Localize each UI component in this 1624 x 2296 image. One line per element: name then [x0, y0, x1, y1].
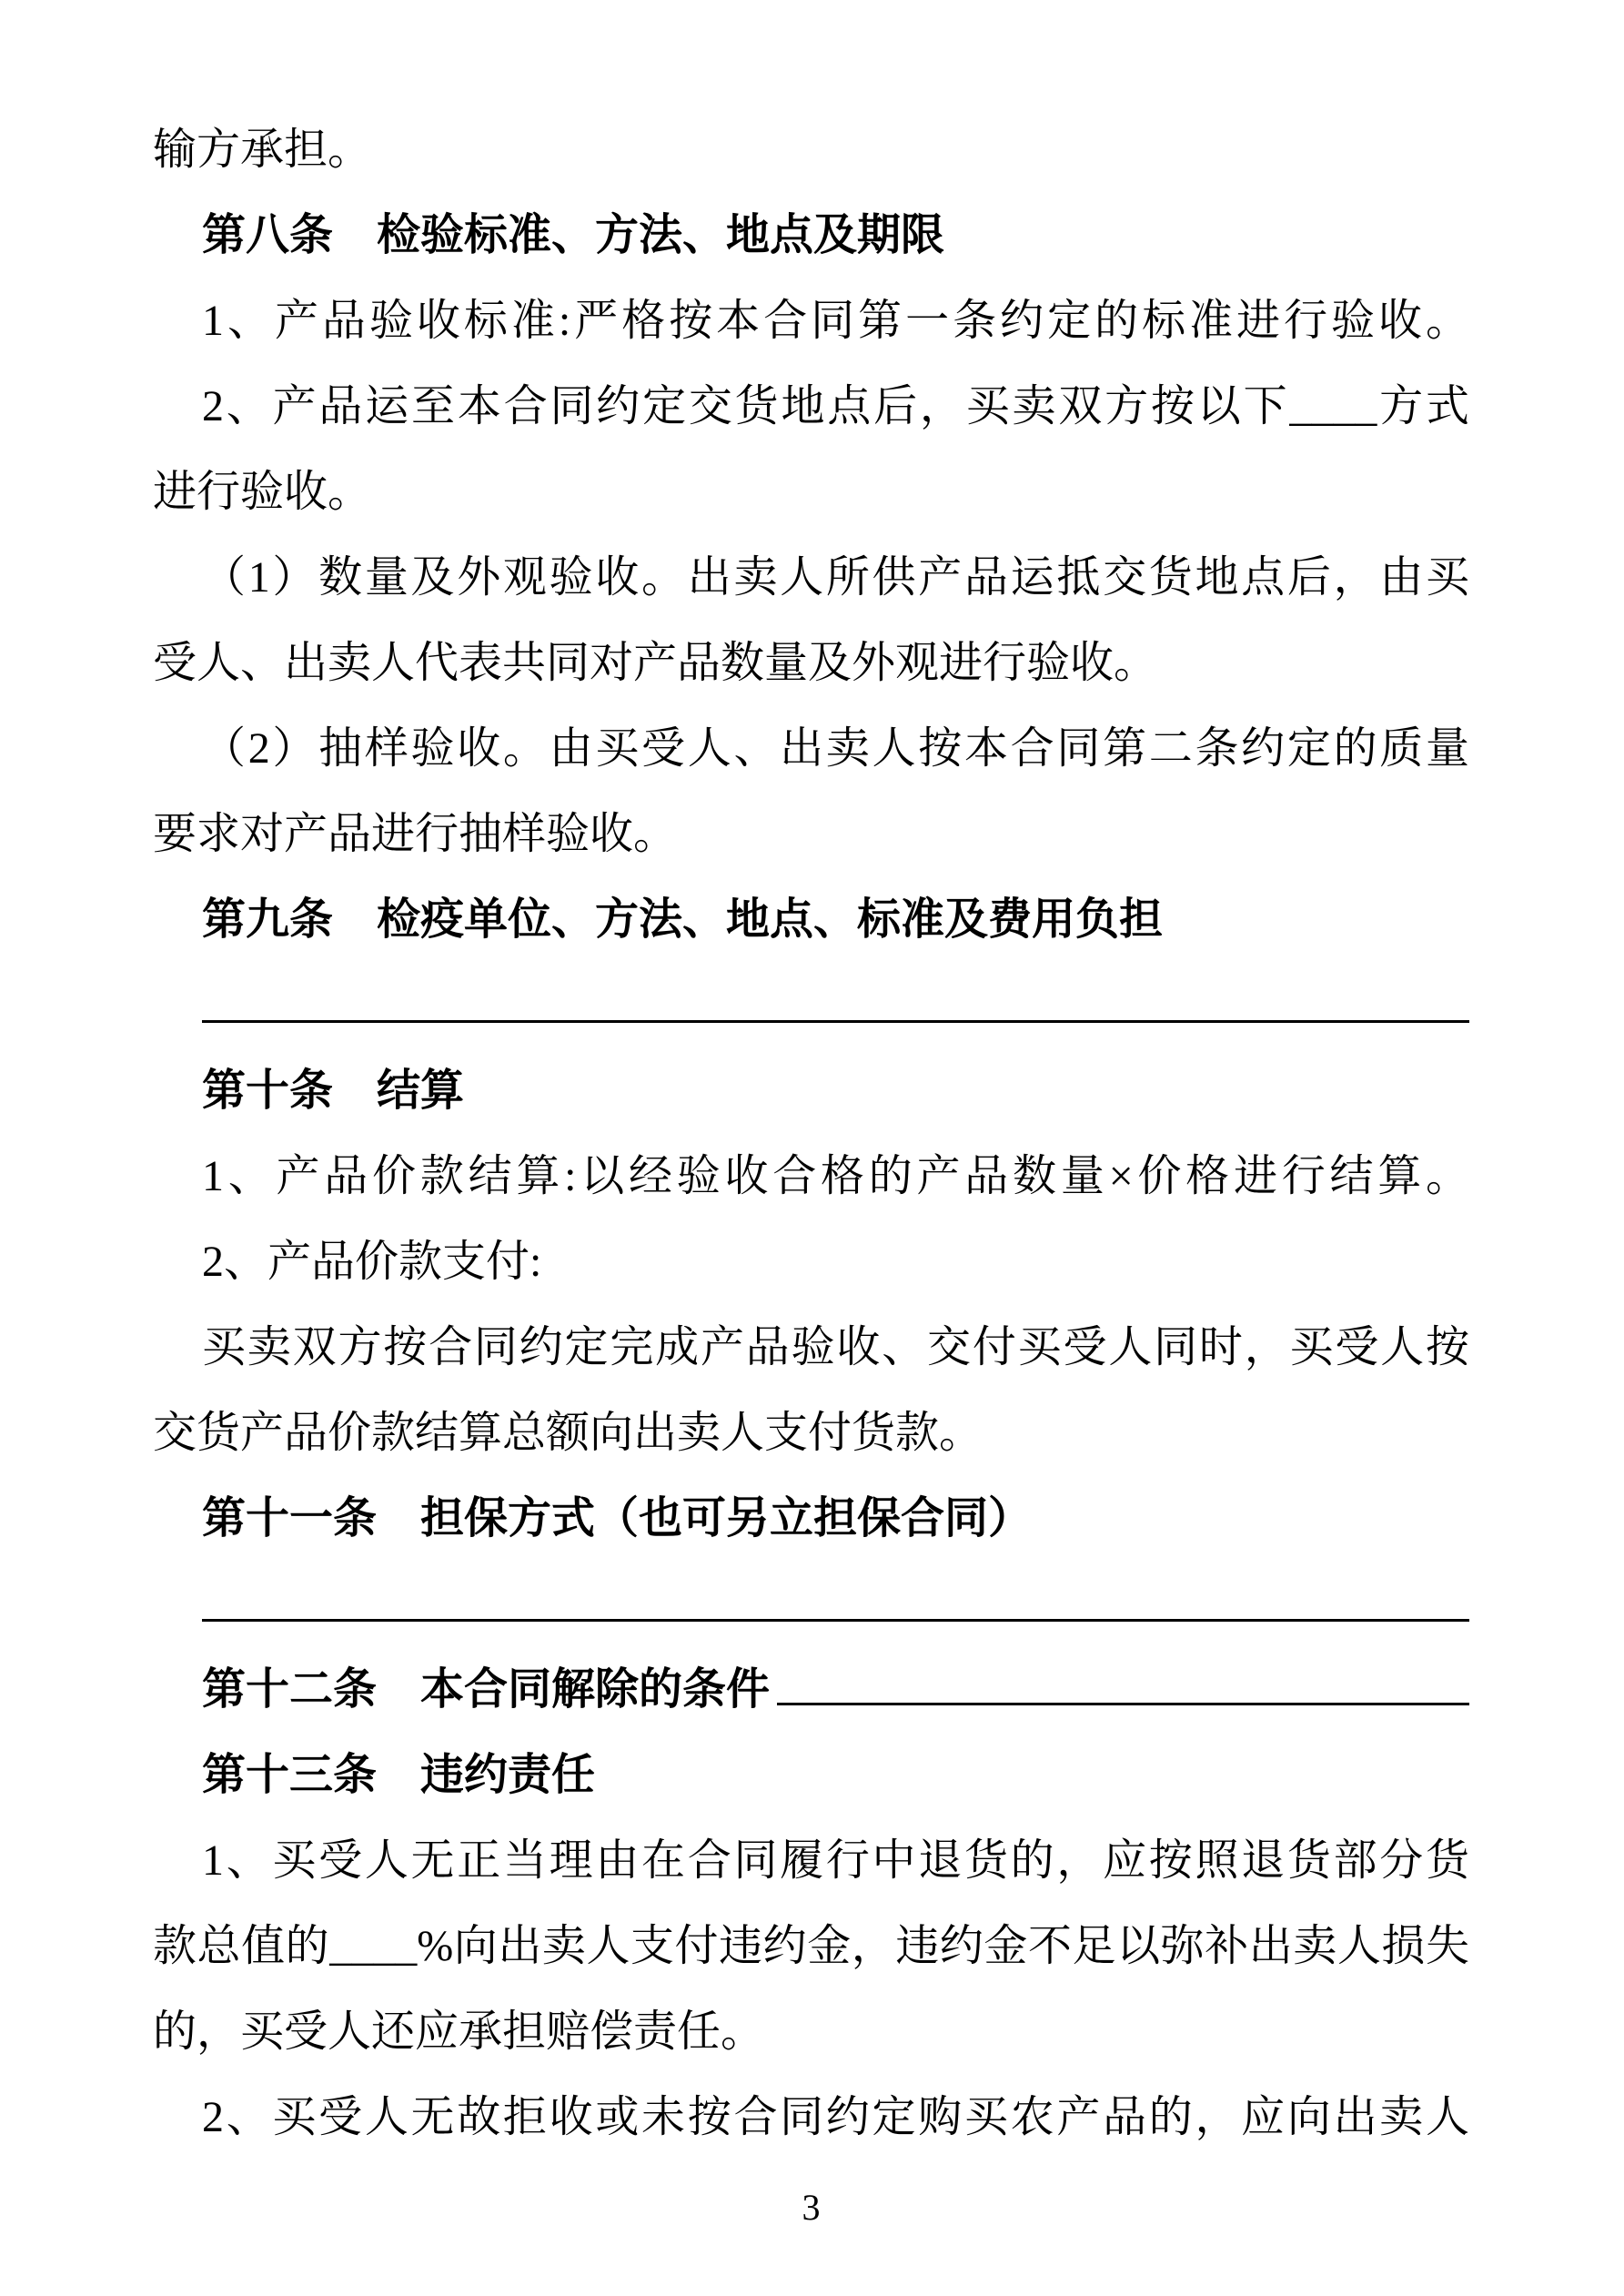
- blank-underline-row: [153, 1562, 1469, 1647]
- paragraph-line: 要求对产品进行抽样验收。: [153, 810, 678, 858]
- paragraph-line: 2、买受人无故拒收或未按合同约定购买农产品的，应向出卖人: [202, 2093, 1469, 2141]
- clause-heading-13: 第十三条 违约责任: [202, 1751, 596, 1799]
- paragraph-line: （2）抽样验收。由买受人、出卖人按本合同第二条约定的质量: [202, 724, 1469, 773]
- clause-heading-8: 第八条 检验标准、方法、地点及期限: [202, 211, 945, 259]
- paragraph-line-with-blank-field: 款总值的____%向出卖人支付违约金，违约金不足以弥补出卖人损失: [153, 1922, 1469, 1970]
- blank-underline: [777, 1703, 1469, 1705]
- page-number: 3: [802, 2187, 821, 2228]
- paragraph-line: 交货产品价款结算总额向出卖人支付货款。: [153, 1409, 983, 1457]
- clause-heading-10: 第十条 结算: [202, 1067, 465, 1115]
- paragraph-line: 1、产品验收标准:严格按本合同第一条约定的标准进行验收。: [202, 297, 1469, 345]
- blank-underline: [202, 1619, 1469, 1622]
- paragraph-line: 的，买受人还应承担赔偿责任。: [153, 2008, 765, 2056]
- clause-heading-11: 第十一条 担保方式（也可另立担保合同）: [202, 1494, 1033, 1542]
- paragraph-line: 进行验收。: [153, 468, 372, 516]
- paragraph-line: 1、产品价款结算:以经验收合格的产品数量×价格进行结算。: [202, 1152, 1469, 1200]
- clause-heading-12: [153, 1647, 1469, 1733]
- paragraph-line: （1）数量及外观验收。出卖人所供产品运抵交货地点后，由买: [202, 553, 1469, 602]
- paragraph-line: 买卖双方按合同约定完成产品验收、交付买受人同时，买受人按: [202, 1323, 1469, 1371]
- clause-heading-text: 第十二条 本合同解除的条件: [202, 1665, 771, 1714]
- paragraph-line: 受人、出卖人代表共同对产品数量及外观进行验收。: [153, 639, 1158, 687]
- blank-underline: [202, 1020, 1469, 1023]
- paragraph-line: 1、买受人无正当理由在合同履行中退货的，应按照退货部分货: [202, 1836, 1469, 1885]
- clause-heading-9: 第九条 检疫单位、方法、地点、标准及费用负担: [202, 895, 1164, 944]
- paragraph-line: 2、产品价款支付:: [202, 1238, 542, 1286]
- blank-underline-row: [153, 963, 1469, 1048]
- paragraph-line-with-blank-field: 2、产品运至本合同约定交货地点后，买卖双方按以下____方式: [202, 382, 1469, 430]
- paragraph-line: 输方承担。: [153, 126, 372, 174]
